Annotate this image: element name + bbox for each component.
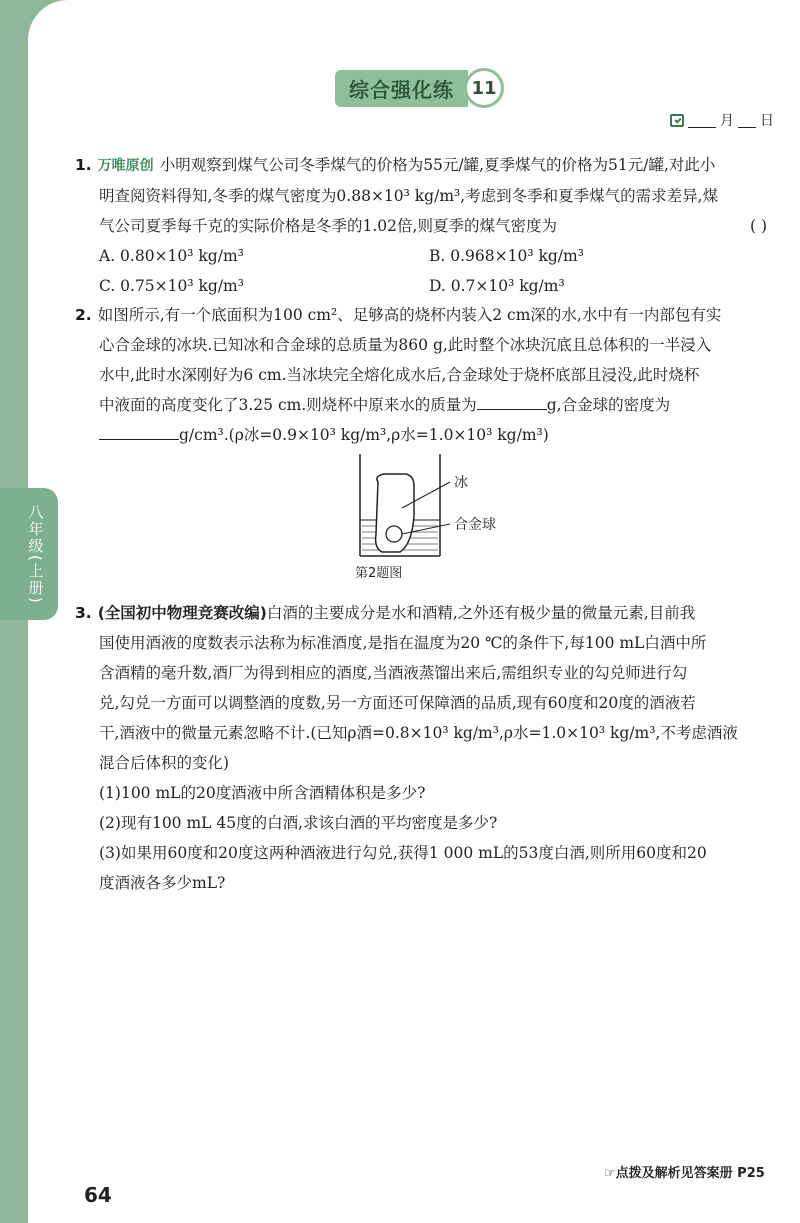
q1-line1: 小明观察到煤气公司冬季煤气的价格为55元/罐,夏季煤气的价格为51元/罐,对此小 xyxy=(159,156,716,174)
q3-line4: 兑,勾兑一方面可以调整酒的度数,另一方面还可保障酒的品质,现有60度和20度的酒液若 xyxy=(99,694,696,712)
alloy-ball-label: 合金球 xyxy=(454,517,496,533)
question-number: 2. xyxy=(75,306,92,324)
water-mass-blank[interactable] xyxy=(477,393,547,410)
month-label: 月 xyxy=(720,113,734,129)
option-d[interactable]: D. 0.7×10³ kg/m³ xyxy=(429,277,565,295)
figure-caption: 第2题图 xyxy=(355,566,403,581)
calendar-icon xyxy=(670,114,684,127)
option-a[interactable]: A. 0.80×10³ kg/m³ xyxy=(99,247,244,265)
q3-line3: 含酒精的毫升数,酒厂为得到相应的酒度,当酒液蒸馏出来后,需组织专业的勾兑师进行勾 xyxy=(99,664,688,682)
question-2 xyxy=(75,300,787,450)
question-3 xyxy=(75,598,787,898)
q2-line5: g/cm³.(ρ冰=0.9×10³ kg/m³,ρ水=1.0×10³ kg/m³) xyxy=(179,426,549,444)
answer-reference: ☞点拨及解析见答案册 P25 xyxy=(604,1166,765,1181)
grade-side-tab: 八年级(上册) xyxy=(0,488,58,620)
option-b[interactable]: B. 0.968×10³ kg/m³ xyxy=(429,247,584,265)
q3-line5: 干,酒液中的微量元素忽略不计.(已知ρ酒=0.8×10³ kg/m³,ρ水=1.0×10³ kg/m³,不考虑酒液 xyxy=(99,724,738,742)
q3-sub1: (1)100 mL的20度酒液中所含酒精体积是多少? xyxy=(99,784,426,802)
question-number: 3. xyxy=(75,604,92,622)
ice-label: 冰 xyxy=(454,475,468,491)
q1-line2: 明查阅资料得知,冬季的煤气密度为0.88×10³ kg/m³,考虑到冬季和夏季煤气的需求差异,煤 xyxy=(99,187,719,205)
q3-line1: 白酒的主要成分是水和酒精,之外还有极少量的微量元素,目前我 xyxy=(266,604,696,622)
q3-line2: 国使用酒液的度数表示法称为标准酒度,是指在温度为20 ℃的条件下,每100 mL白酒中所 xyxy=(99,634,707,652)
q3-sub3a: (3)如果用60度和20度这两种酒液进行勾兑,获得1 000 mL的53度白酒,则所用60度和20 xyxy=(99,844,707,862)
day-label: 日 xyxy=(760,113,774,129)
q1-line3: 气公司夏季每千克的实际价格是冬季的1.02倍,则夏季的煤气密度为 xyxy=(99,217,557,235)
q2-line1: 如图所示,有一个底面积为100 cm²、足够高的烧杯内装入2 cm深的水,水中有一内部包有实 xyxy=(97,306,722,324)
question-source: (全国初中物理竞赛改编) xyxy=(97,604,267,622)
question-number: 1. xyxy=(75,156,92,174)
density-blank[interactable] xyxy=(99,423,179,440)
month-blank[interactable] xyxy=(688,113,716,128)
q2-line4b: g,合金球的密度为 xyxy=(546,396,671,414)
original-badge: 万唯原创 xyxy=(97,158,154,174)
q3-line6: 混合后体积的变化) xyxy=(99,754,230,772)
section-title: 综合强化练 xyxy=(335,70,468,107)
option-c[interactable]: C. 0.75×10³ kg/m³ xyxy=(99,277,244,295)
day-blank[interactable] xyxy=(738,113,756,128)
answer-paren[interactable]: ( ) xyxy=(749,217,767,235)
q2-line2: 心合金球的冰块.已知冰和合金球的总质量为860 g,此时整个冰块沉底且总体积的一半浸入 xyxy=(99,336,712,354)
q3-sub3b: 度酒液各多少mL? xyxy=(99,874,226,892)
q2-line3: 水中,此时水深刚好为6 cm.当冰块完全熔化成水后,合金球处于烧杯底部且浸没,此时烧杯 xyxy=(99,366,700,384)
section-header xyxy=(335,70,504,106)
q2-line4a: 中液面的高度变化了3.25 cm.则烧杯中原来水的质量为 xyxy=(99,396,477,414)
page-number: 64 xyxy=(84,1183,112,1207)
section-number: 11 xyxy=(464,68,504,108)
question-1 xyxy=(75,150,787,301)
q3-sub2: (2)现有100 mL 45度的白酒,求该白酒的平均密度是多少? xyxy=(99,814,498,832)
date-field xyxy=(670,110,774,130)
